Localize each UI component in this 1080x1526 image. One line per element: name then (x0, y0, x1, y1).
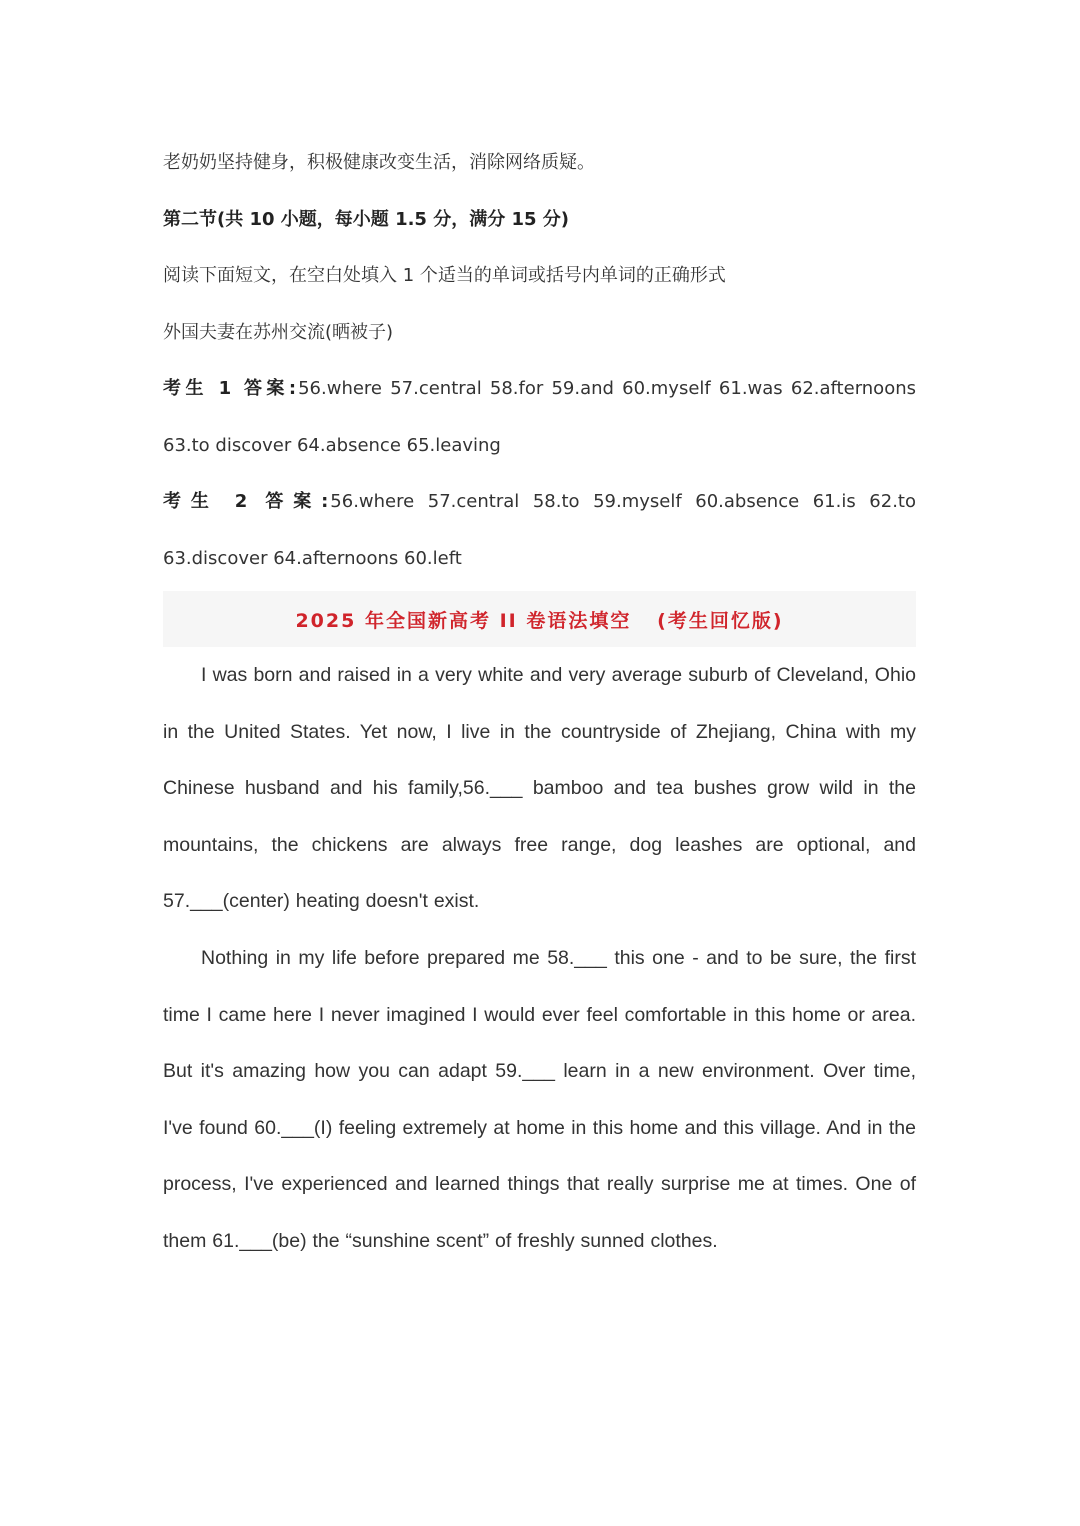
answer-text: 56.where 57.central 58.to 59.myself 60.absence 61.is 62.to 63.discover 64.afternoons 60.left (163, 491, 916, 569)
section-heading: 第二节(共 10 小题，每小题 1.5 分，满分 15 分) (163, 208, 570, 230)
answer-student-2 (163, 474, 916, 587)
passage-topic: 外国夫妻在苏州交流(晒被子) (163, 321, 394, 343)
title-banner (163, 591, 916, 647)
banner-title: 2025 年全国新高考 II 卷语法填空 (考生回忆版) (295, 609, 784, 632)
answer-student-1 (163, 361, 916, 474)
passage-paragraph: I was born and raised in a very white and very average suburb of Cleveland, Ohio in the United States. Yet now, I live in the countryside of Zhejiang, China with my Chinese husband and his family,56.___ bamboo and tea bushes grow wild in the mountains, the chickens are always free range, dog leashes are optional, and 57.___(center) heating doesn't exist. (163, 664, 916, 913)
passage-paragraph: Nothing in my life before prepared me 58.___ this one - and to be sure, the first time I came here I never imagined I would ever feel comfortable in this home or area. But it's amazing how you can adapt 59.___ learn in a new environment. Over time, I've found 60.___(I) feeling extremely at home in this home and this village. And in the process, I've experienced and learned things that really surprise me at times. One of them 61.___(be) the “sunshine scent” of freshly sunned clothes. (163, 946, 916, 1252)
intro-summary: 老奶奶坚持健身，积极健康改变生活，消除网络质疑。 (163, 152, 595, 173)
answer-text: 56.where 57.central 58.for 59.and 60.myself 61.was 62.afternoons 63.to discover 64.absence 65.leaving (163, 378, 916, 456)
section-instruction: 阅读下面短文，在空白处填入 1 个适当的单词或括号内单词的正确形式 (163, 265, 726, 286)
answer-label: 考生 1 答案: (163, 378, 299, 399)
document-page (163, 135, 916, 1270)
answer-label: 考生 2 答案: (163, 491, 331, 512)
